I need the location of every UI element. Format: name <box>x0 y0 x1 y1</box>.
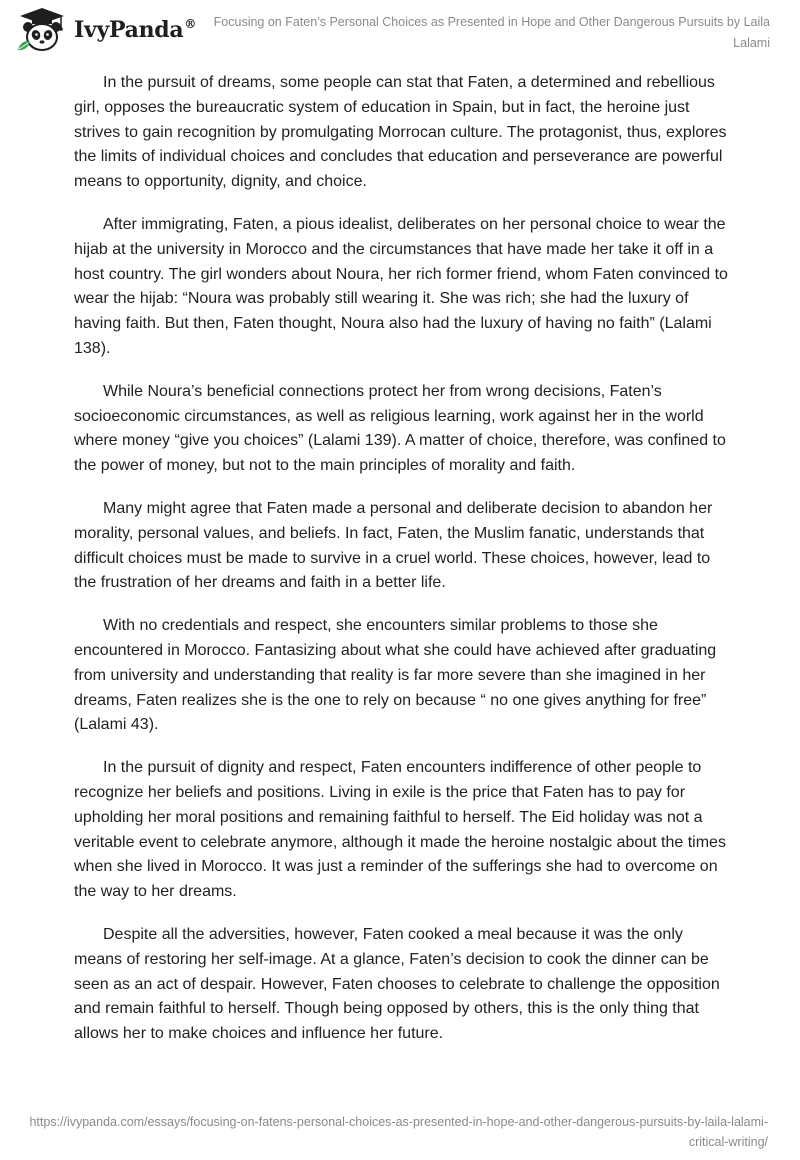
paragraph: In the pursuit of dreams, some people can stat that Faten, a determined and rebellious girl, opposes the bureaucratic system of education in Spain, but in fact, the heroine just strives to gain recognition by promulgating Morrocan culture. The protagonist, thus, explores the limits of individual choices and concludes that education and perseverance are powerful means to opportunity, dignity, and choice. <box>74 74 727 191</box>
page-header <box>0 0 800 64</box>
ivypanda-logo[interactable] <box>14 6 196 54</box>
paragraph: Despite all the adversities, however, Faten cooked a meal because it was the only means of restoring her self-image. At a glance, Faten’s decision to cook the dinner can be seen as an act of despair. However, Faten chooses to celebrate to challenge the opposition and remain faithful to herself. Though being opposed by others, this is the only thing that allows her to make choices and influence her future. <box>74 925 720 1043</box>
panda-graduate-icon <box>14 6 70 54</box>
paragraph: While Noura’s beneficial connections protect her from wrong decisions, Faten’s socioeconomic circumstances, as well as religious learning, work against her in the world where money “give you choices” (Lalami 139). A matter of choice, therefore, was confined to the power of money, but not to the main principles of morality and faith. <box>74 382 726 475</box>
paragraph: In the pursuit of dignity and respect, Faten encounters indifference of other people to recognize her beliefs and positions. Living in exile is the price that Faten has to pay for upholding her moral positions and remaining faithful to herself. The Eid holiday was not a veritable event to celebrate anymore, although it made the heroine nostalgic about the times when she lived in Morocco. It was just a reminder of the sufferings she had to overcome on the way to her dreams. <box>74 759 726 901</box>
paragraph: Many might agree that Faten made a personal and deliberate decision to abandon her morality, personal values, and beliefs. In fact, Faten, the Muslim fanatic, understands that difficult choices must be made to survive in a cruel world. These choices, however, lead to the frustration of her dreams and faith in a better life. <box>74 499 713 592</box>
document-title: Focusing on Faten’s Personal Choices as Presented in Hope and Other Dangerous Pursuits by Laila Lalami <box>213 15 770 50</box>
essay-body <box>74 71 734 1065</box>
paragraph: After immigrating, Faten, a pious idealist, deliberates on her personal choice to wear the hijab at the university in Morocco and the circumstances that have made her take it off in a host country. The girl wonders about Noura, her rich former friend, whom Faten convinced to wear the hijab: “Noura was probably still wearing it. She was rich; she had the luxury of having faith. But then, Faten thought, Noura also had the luxury of having no faith” (Lalami 138). <box>74 215 728 357</box>
paragraph: With no credentials and respect, she encounters similar problems to those she encountered in Morocco. Fantasizing about what she could have achieved after graduating from university and understanding that reality is far more severe than she imagined in her dreams, Faten realizes she is the one to rely on because “ no one gives anything for free” (Lalami 43). <box>74 617 717 734</box>
registered-mark: ® <box>184 17 197 31</box>
logo-text: IvyPanda <box>74 17 184 43</box>
source-url[interactable]: https://ivypanda.com/essays/focusing-on-fatens-personal-choices-as-presented-in-hope-and-other-dangerous-pursuits-by-laila-lalami-critical-writing/ <box>29 1115 768 1149</box>
logo-wordmark <box>74 17 196 43</box>
